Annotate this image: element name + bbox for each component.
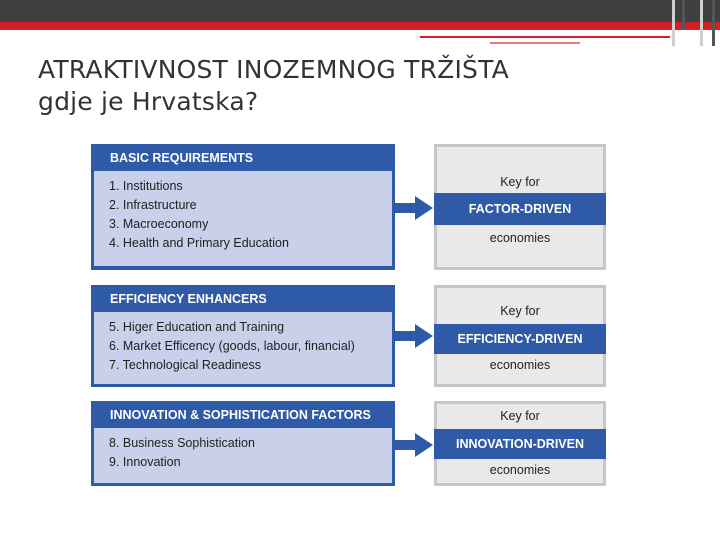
list-item: 4. Health and Primary Education bbox=[109, 236, 289, 250]
efficiency-driven-key-box bbox=[434, 285, 606, 387]
innovation-driven-key-box bbox=[434, 401, 606, 486]
efficiency-enhancers-box bbox=[91, 285, 395, 387]
group-heading: INNOVATION & SOPHISTICATION FACTORS bbox=[110, 408, 371, 422]
title-line-1: ATRAKTIVNOST INOZEMNOG TRŽIŠTA bbox=[38, 55, 509, 84]
arrow-right-icon bbox=[395, 324, 433, 348]
list-item: 5. Higer Education and Training bbox=[109, 320, 285, 334]
list-item: 8. Business Sophistication bbox=[109, 436, 255, 450]
key-for-label: Key for bbox=[500, 304, 540, 318]
list-item: 6. Market Efficency (goods, labour, financial) bbox=[109, 339, 355, 353]
list-item: 7. Technological Readiness bbox=[109, 358, 261, 372]
group-items bbox=[94, 312, 392, 384]
top-accent-bar bbox=[0, 22, 720, 30]
accent-line bbox=[712, 0, 715, 46]
group-heading: EFFICIENCY ENHANCERS bbox=[110, 292, 267, 306]
title-line-2: gdje je Hrvatska? bbox=[38, 87, 259, 116]
basic-requirements-box bbox=[91, 144, 395, 270]
group-items bbox=[94, 428, 392, 483]
accent-line bbox=[700, 0, 703, 46]
accent-stripe bbox=[420, 36, 670, 38]
list-item: 1. Institutions bbox=[109, 179, 183, 193]
accent-stripe bbox=[490, 42, 580, 44]
list-item: 3. Macroeconomy bbox=[109, 217, 209, 231]
key-for-label: Key for bbox=[500, 409, 540, 423]
top-header-bar bbox=[0, 0, 720, 22]
list-item: 9. Innovation bbox=[109, 455, 181, 469]
economies-label: economies bbox=[489, 231, 551, 245]
slide-title bbox=[38, 54, 638, 118]
group-heading: BASIC REQUIREMENTS bbox=[110, 151, 254, 165]
accent-line bbox=[672, 0, 675, 46]
arrow-right-icon bbox=[395, 196, 433, 220]
key-for-label: Key for bbox=[500, 175, 540, 189]
economies-label: economies bbox=[489, 358, 551, 372]
stage-label: INNOVATION-DRIVEN bbox=[434, 429, 606, 459]
accent-line bbox=[682, 0, 685, 30]
stage-label: FACTOR-DRIVEN bbox=[434, 193, 606, 225]
group-items bbox=[94, 171, 392, 266]
factor-driven-key-box bbox=[434, 144, 606, 270]
economies-label: economies bbox=[489, 463, 551, 477]
arrow-right-icon bbox=[395, 433, 433, 457]
innovation-sophistication-box bbox=[91, 401, 395, 486]
list-item: 2. Infrastructure bbox=[109, 198, 197, 212]
stage-label: EFFICIENCY-DRIVEN bbox=[434, 324, 606, 354]
